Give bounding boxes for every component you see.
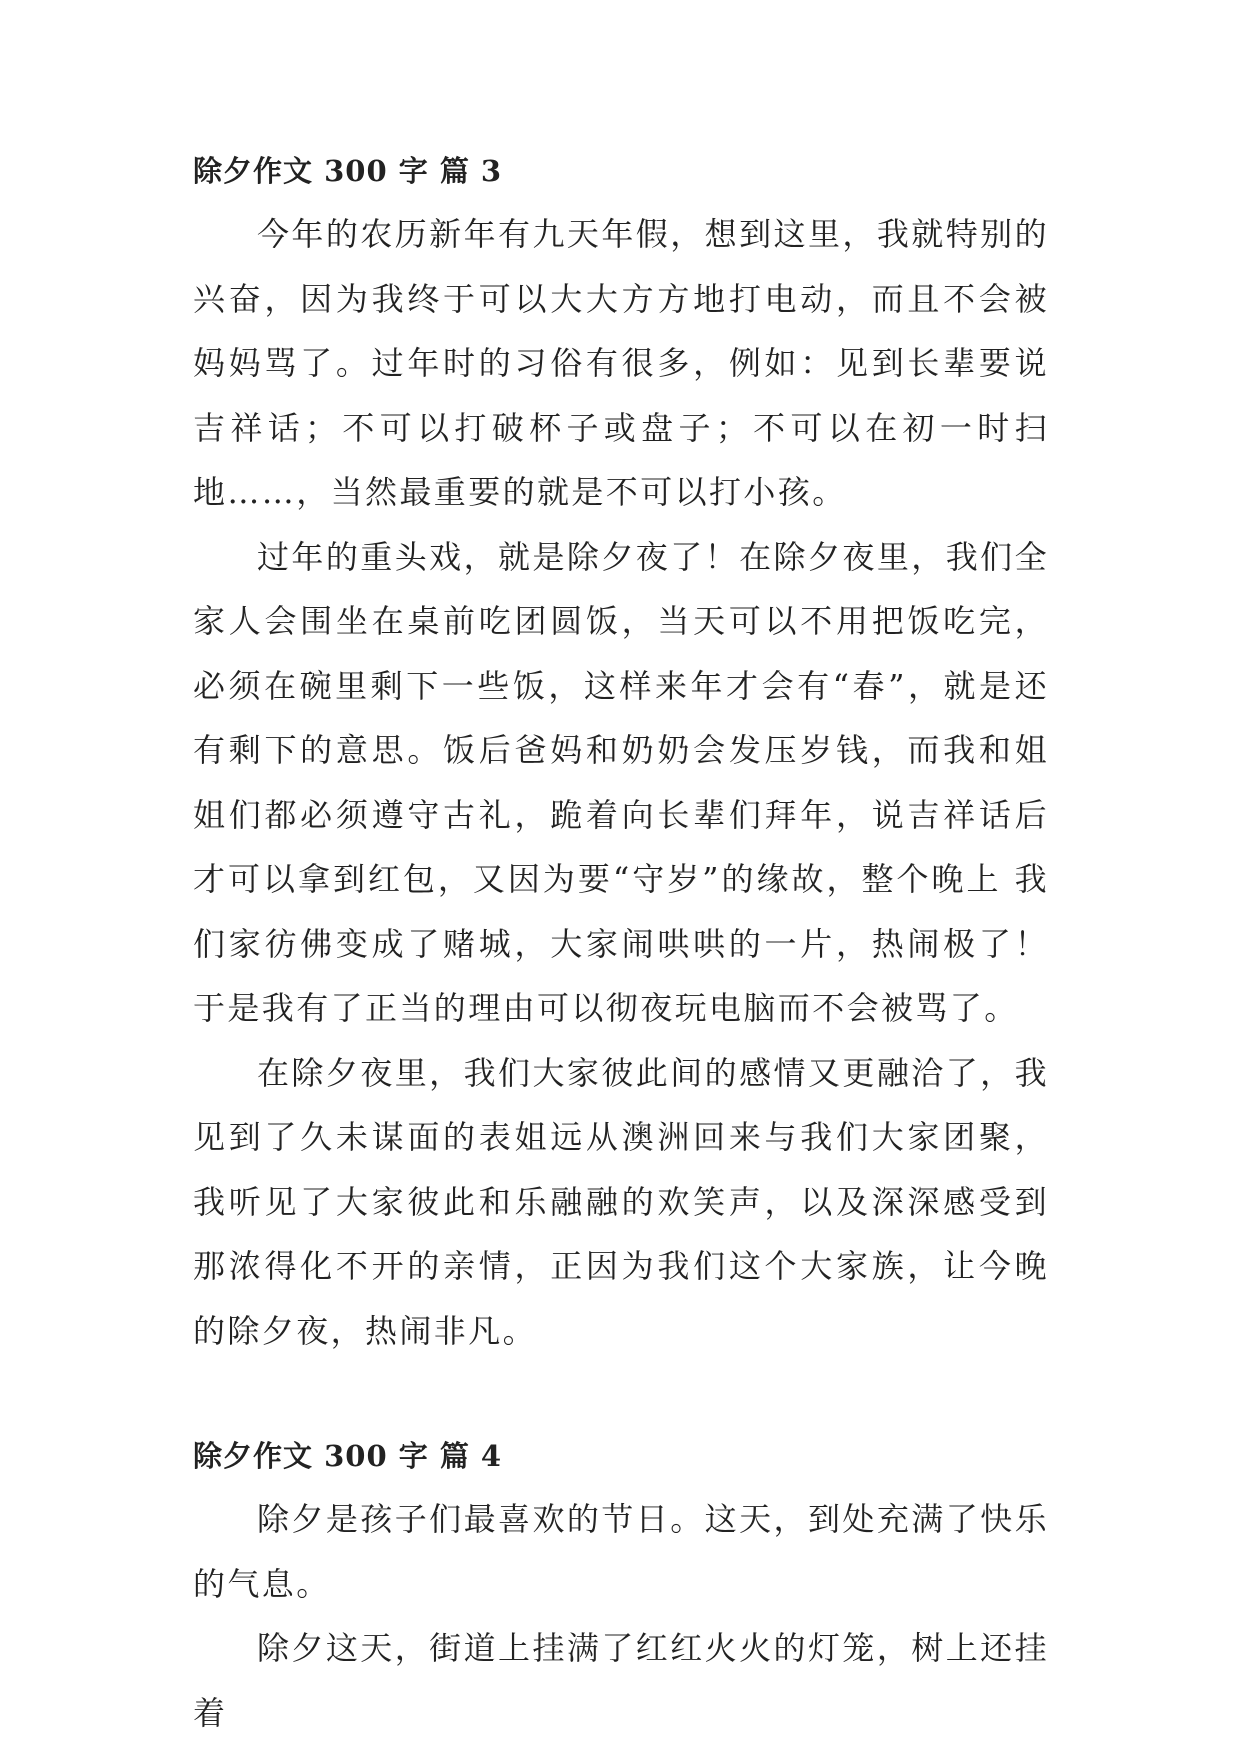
paragraph: 除夕是孩子们最喜欢的节日。这天，到处充满了快乐的气息。: [193, 1500, 1049, 1603]
paragraph: 过年的重头戏，就是除夕夜了！在除夕夜里，我们全家人会围坐在桌前吃团圆饭，当天可以不用把饭吃完，必须在碗里剩下一些饭，这样来年才会有“春”，就是还有剩下的意思。饭后爸妈和奶奶会发压岁钱，而我和姐姐们都必须遵守古礼，跪着向长辈们拜年，说吉祥话后才可以拿到红包，又因为要“守岁”的缘故，整个晚上 我们家彷佛变成了赌城，大家闹哄哄的一片，热闹极了！于是我有了正当的理由可以彻夜玩电脑而不会被骂了。: [193, 537, 1049, 1027]
paragraph: 今年的农历新年有九天年假，想到这里，我就特别的兴奋，因为我终于可以大大方方地打电动，而且不会被妈妈骂了。过年时的习俗有很多，例如：见到长辈要说吉祥话；不可以打破杯子或盘子；不可以在初一时扫地……，当然最重要的就是不可以打小孩。: [193, 215, 1049, 511]
paragraph: 除夕这天，街道上挂满了红红火火的灯笼，树上还挂着: [193, 1629, 1049, 1732]
section-heading: 除夕作文 300 字 篇 4: [193, 1439, 503, 1473]
paragraph: 在除夕夜里，我们大家彼此间的感情又更融洽了，我见到了久未谋面的表姐远从澳洲回来与我们大家团聚，我听见了大家彼此和乐融融的欢笑声，以及深深感受到那浓得化不开的亲情，正因为我们这个大家族，让今晚的除夕夜，热闹非凡。: [193, 1053, 1049, 1350]
section-gap: [193, 1363, 1049, 1425]
section-heading: 除夕作文 300 字 篇 3: [193, 154, 503, 188]
document-page: [193, 140, 1049, 1745]
essay-section-3: [193, 140, 1049, 1363]
essay-section-4: [193, 1425, 1049, 1745]
